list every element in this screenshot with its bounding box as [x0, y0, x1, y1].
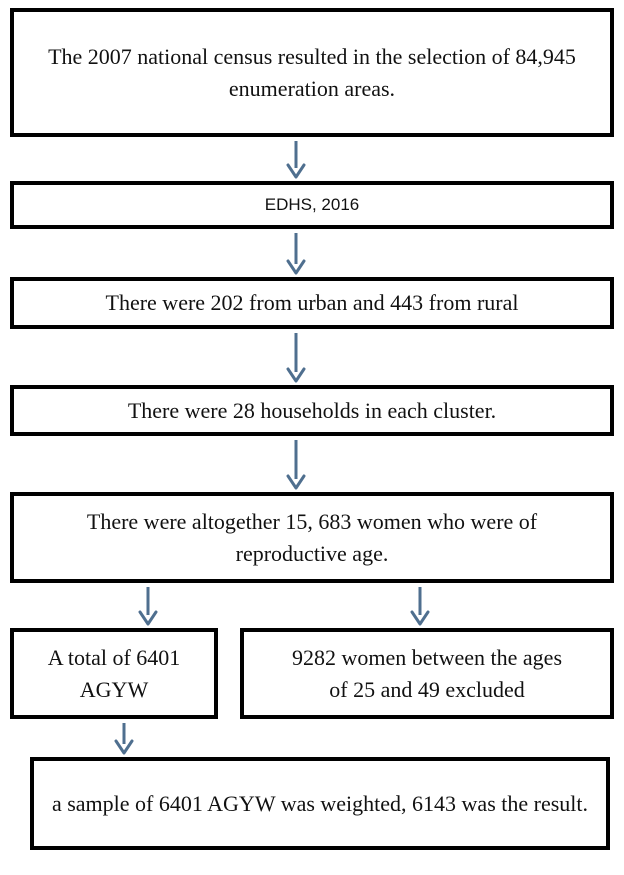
census-step-text: The 2007 national census resulted in the selection of 84,945 enumeration areas.: [48, 43, 576, 101]
census-step-box: [10, 8, 614, 137]
excluded-step-text: 9282 women between the ages of 25 and 49 excluded: [291, 644, 563, 702]
arrow-edhs-to-clusters: [288, 233, 304, 273]
women-step-text: There were altogether 15, 683 women who were of reproductive age.: [86, 508, 538, 566]
households-step-box: [10, 385, 614, 436]
clusters-step-box: [10, 277, 614, 329]
arrow-clusters-to-households: [288, 333, 304, 381]
arrow-agyw-to-weighted: [116, 723, 132, 753]
weighted-step-box: [30, 757, 610, 850]
weighted-step-text: a sample of 6401 AGYW was weighted, 6143 was the result.: [51, 790, 589, 816]
clusters-step-text: There were 202 from urban and 443 from rural: [105, 290, 519, 316]
excluded-step-box: [240, 628, 614, 719]
arrow-households-to-women: [288, 440, 304, 488]
arrow-census-to-edhs: [288, 141, 304, 177]
arrow-women-to-excluded: [412, 587, 428, 624]
edhs-step-box: [10, 181, 614, 229]
agyw-step-box: [10, 628, 218, 719]
agyw-step-text: A total of 6401 AGYW: [47, 644, 181, 702]
edhs-step-text: EDHS, 2016: [264, 194, 360, 214]
women-step-box: [10, 492, 614, 583]
arrow-women-to-agyw: [140, 587, 156, 624]
households-step-text: There were 28 households in each cluster.: [127, 397, 497, 423]
